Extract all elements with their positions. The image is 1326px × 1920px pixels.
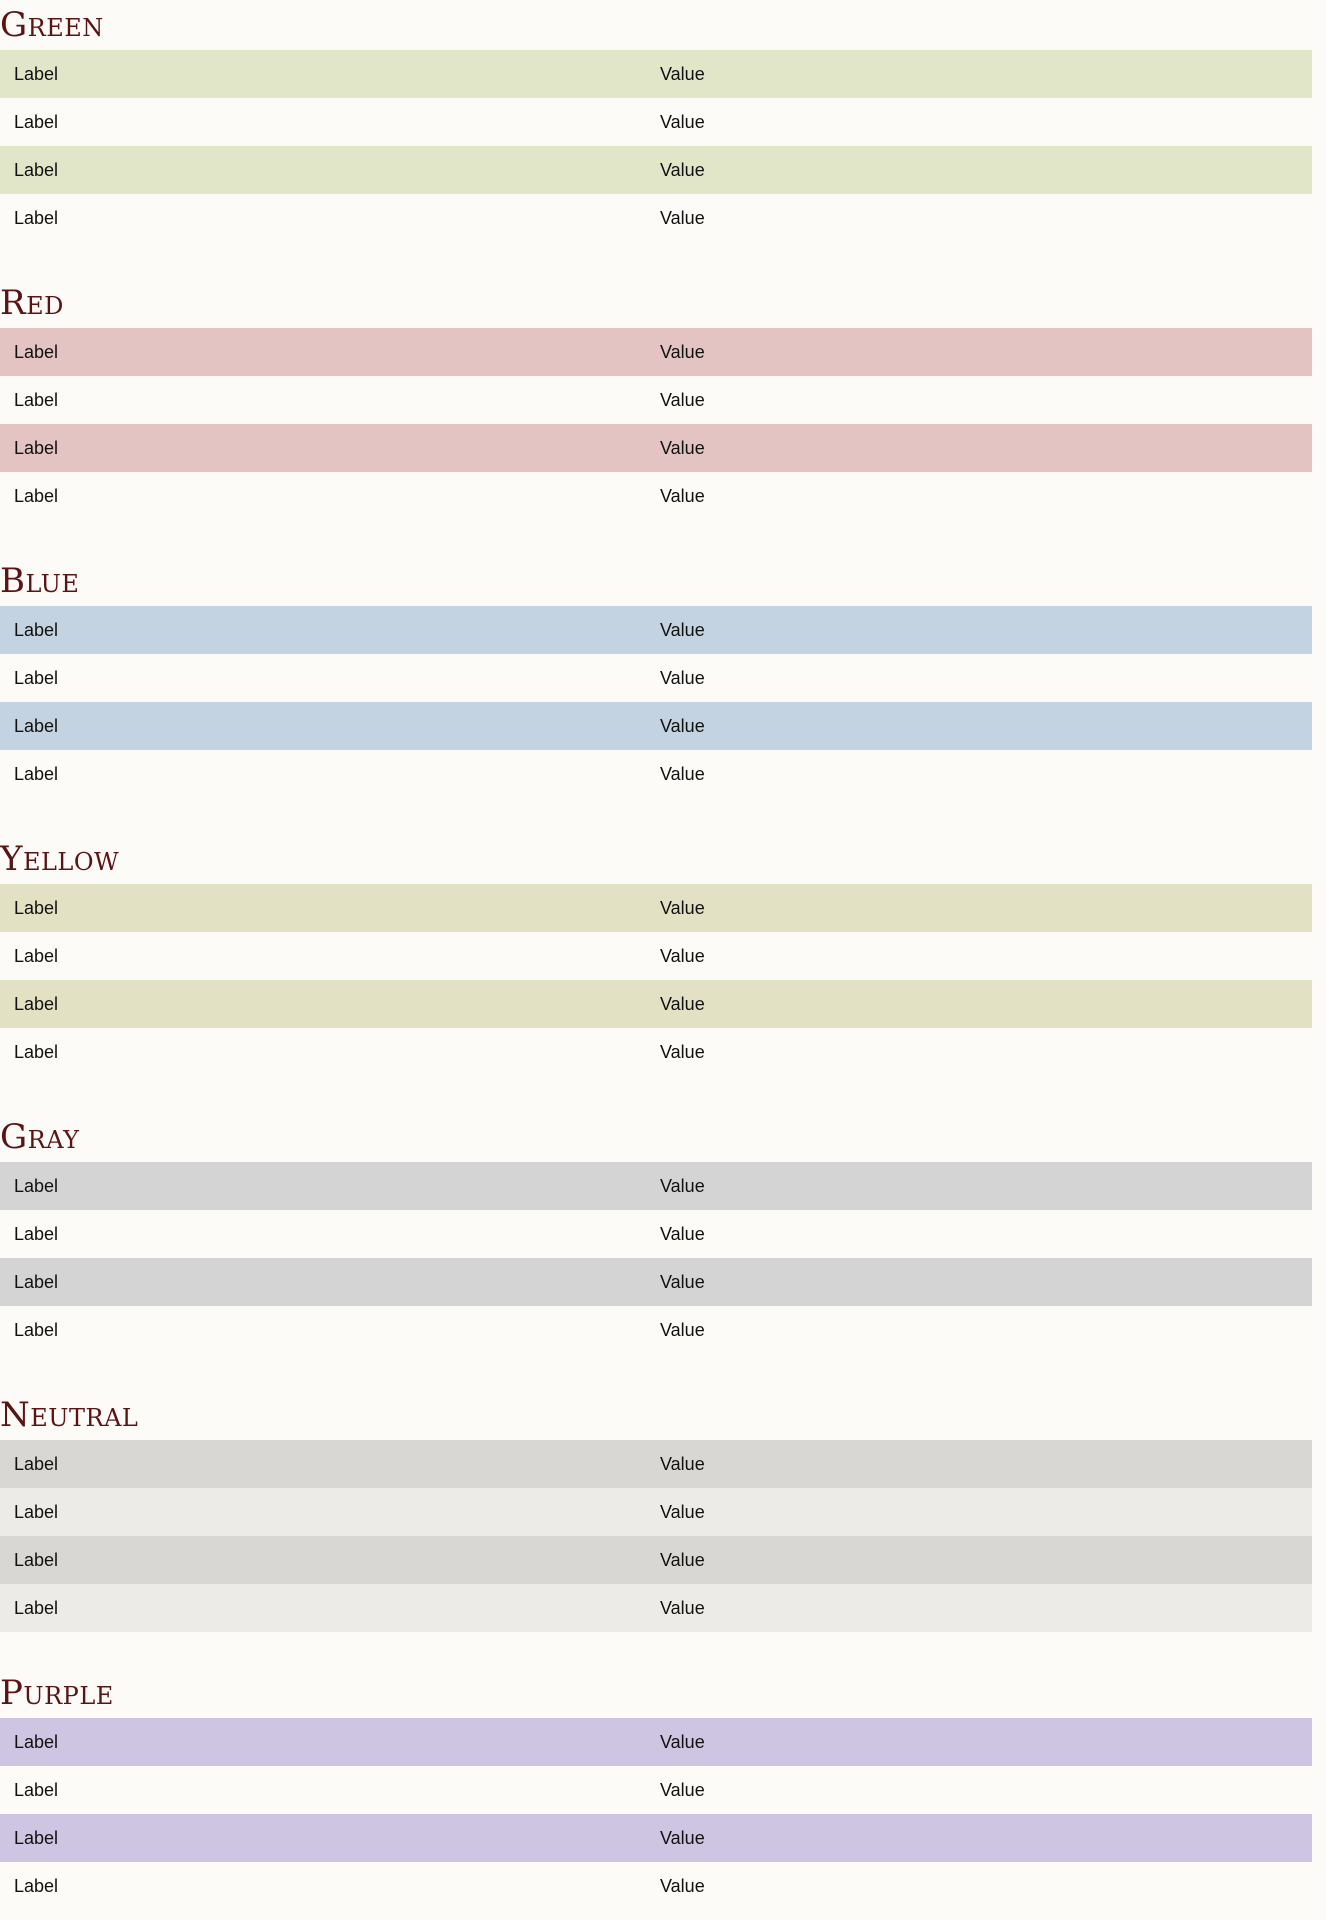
table-row	[0, 1584, 1312, 1632]
row-label: Label	[14, 716, 59, 736]
red-table	[0, 328, 1312, 520]
row-value: Value	[660, 1732, 705, 1752]
green-section-title: Green	[0, 5, 104, 45]
table-row	[0, 424, 1312, 472]
row-label: Label	[14, 1042, 59, 1062]
neutral-section-title: Neutral	[0, 1395, 139, 1435]
row-value: Value	[660, 620, 705, 640]
gray-table	[0, 1162, 1312, 1354]
gray-section-title: Gray	[0, 1117, 80, 1157]
row-value: Value	[660, 764, 705, 784]
table-row	[0, 1488, 1312, 1536]
row-value: Value	[660, 1780, 705, 1800]
row-value: Value	[660, 1550, 705, 1570]
table-row	[0, 702, 1312, 750]
row-label: Label	[14, 898, 59, 918]
row-label: Label	[14, 160, 59, 180]
row-label: Label	[14, 1224, 59, 1244]
table-row	[0, 194, 1312, 242]
table-row	[0, 146, 1312, 194]
table-row	[0, 328, 1312, 376]
row-label: Label	[14, 112, 59, 132]
table-row	[0, 884, 1312, 932]
purple-section-title: Purple	[0, 1673, 114, 1713]
table-row	[0, 472, 1312, 520]
table-row	[0, 98, 1312, 146]
table-row	[0, 932, 1312, 980]
row-value: Value	[660, 1598, 705, 1618]
row-value: Value	[660, 1320, 705, 1340]
row-label: Label	[14, 1502, 59, 1522]
red-section-title: Red	[0, 283, 64, 323]
row-value: Value	[660, 1042, 705, 1062]
yellow-table	[0, 884, 1312, 1076]
row-label: Label	[14, 1598, 59, 1618]
row-value: Value	[660, 946, 705, 966]
row-value: Value	[660, 438, 705, 458]
row-label: Label	[14, 1454, 59, 1474]
table-row	[0, 1210, 1312, 1258]
row-value: Value	[660, 208, 705, 228]
row-value: Value	[660, 1828, 705, 1848]
row-value: Value	[660, 390, 705, 410]
row-label: Label	[14, 486, 59, 506]
table-row	[0, 1028, 1312, 1076]
row-value: Value	[660, 342, 705, 362]
row-label: Label	[14, 764, 59, 784]
table-row	[0, 1536, 1312, 1584]
table-row	[0, 1718, 1312, 1766]
row-label: Label	[14, 342, 59, 362]
table-row	[0, 1440, 1312, 1488]
table-row	[0, 1258, 1312, 1306]
row-label: Label	[14, 946, 59, 966]
table-row	[0, 50, 1312, 98]
row-value: Value	[660, 1502, 705, 1522]
table-row	[0, 1306, 1312, 1354]
row-label: Label	[14, 1176, 59, 1196]
row-label: Label	[14, 1828, 59, 1848]
row-value: Value	[660, 716, 705, 736]
row-value: Value	[660, 64, 705, 84]
row-label: Label	[14, 64, 59, 84]
blue-section-title: Blue	[0, 561, 80, 601]
table-row	[0, 376, 1312, 424]
row-value: Value	[660, 994, 705, 1014]
table-row	[0, 1162, 1312, 1210]
row-value: Value	[660, 160, 705, 180]
table-row	[0, 1814, 1312, 1862]
row-value: Value	[660, 668, 705, 688]
row-value: Value	[660, 898, 705, 918]
row-value: Value	[660, 112, 705, 132]
table-row	[0, 606, 1312, 654]
row-label: Label	[14, 1876, 59, 1896]
row-value: Value	[660, 1272, 705, 1292]
table-row	[0, 1862, 1312, 1910]
row-label: Label	[14, 390, 59, 410]
row-label: Label	[14, 438, 59, 458]
table-row	[0, 1766, 1312, 1814]
row-value: Value	[660, 1176, 705, 1196]
table-row	[0, 750, 1312, 798]
purple-table	[0, 1718, 1312, 1910]
row-label: Label	[14, 1320, 59, 1340]
row-label: Label	[14, 620, 59, 640]
row-label: Label	[14, 208, 59, 228]
row-label: Label	[14, 1732, 59, 1752]
row-value: Value	[660, 1224, 705, 1244]
row-value: Value	[660, 1876, 705, 1896]
row-label: Label	[14, 668, 59, 688]
table-row	[0, 654, 1312, 702]
row-label: Label	[14, 994, 59, 1014]
yellow-section-title: Yellow	[0, 839, 120, 879]
row-label: Label	[14, 1272, 59, 1292]
row-label: Label	[14, 1780, 59, 1800]
blue-table	[0, 606, 1312, 798]
row-label: Label	[14, 1550, 59, 1570]
row-value: Value	[660, 486, 705, 506]
table-row	[0, 980, 1312, 1028]
row-value: Value	[660, 1454, 705, 1474]
neutral-table	[0, 1440, 1312, 1632]
green-table	[0, 50, 1312, 242]
